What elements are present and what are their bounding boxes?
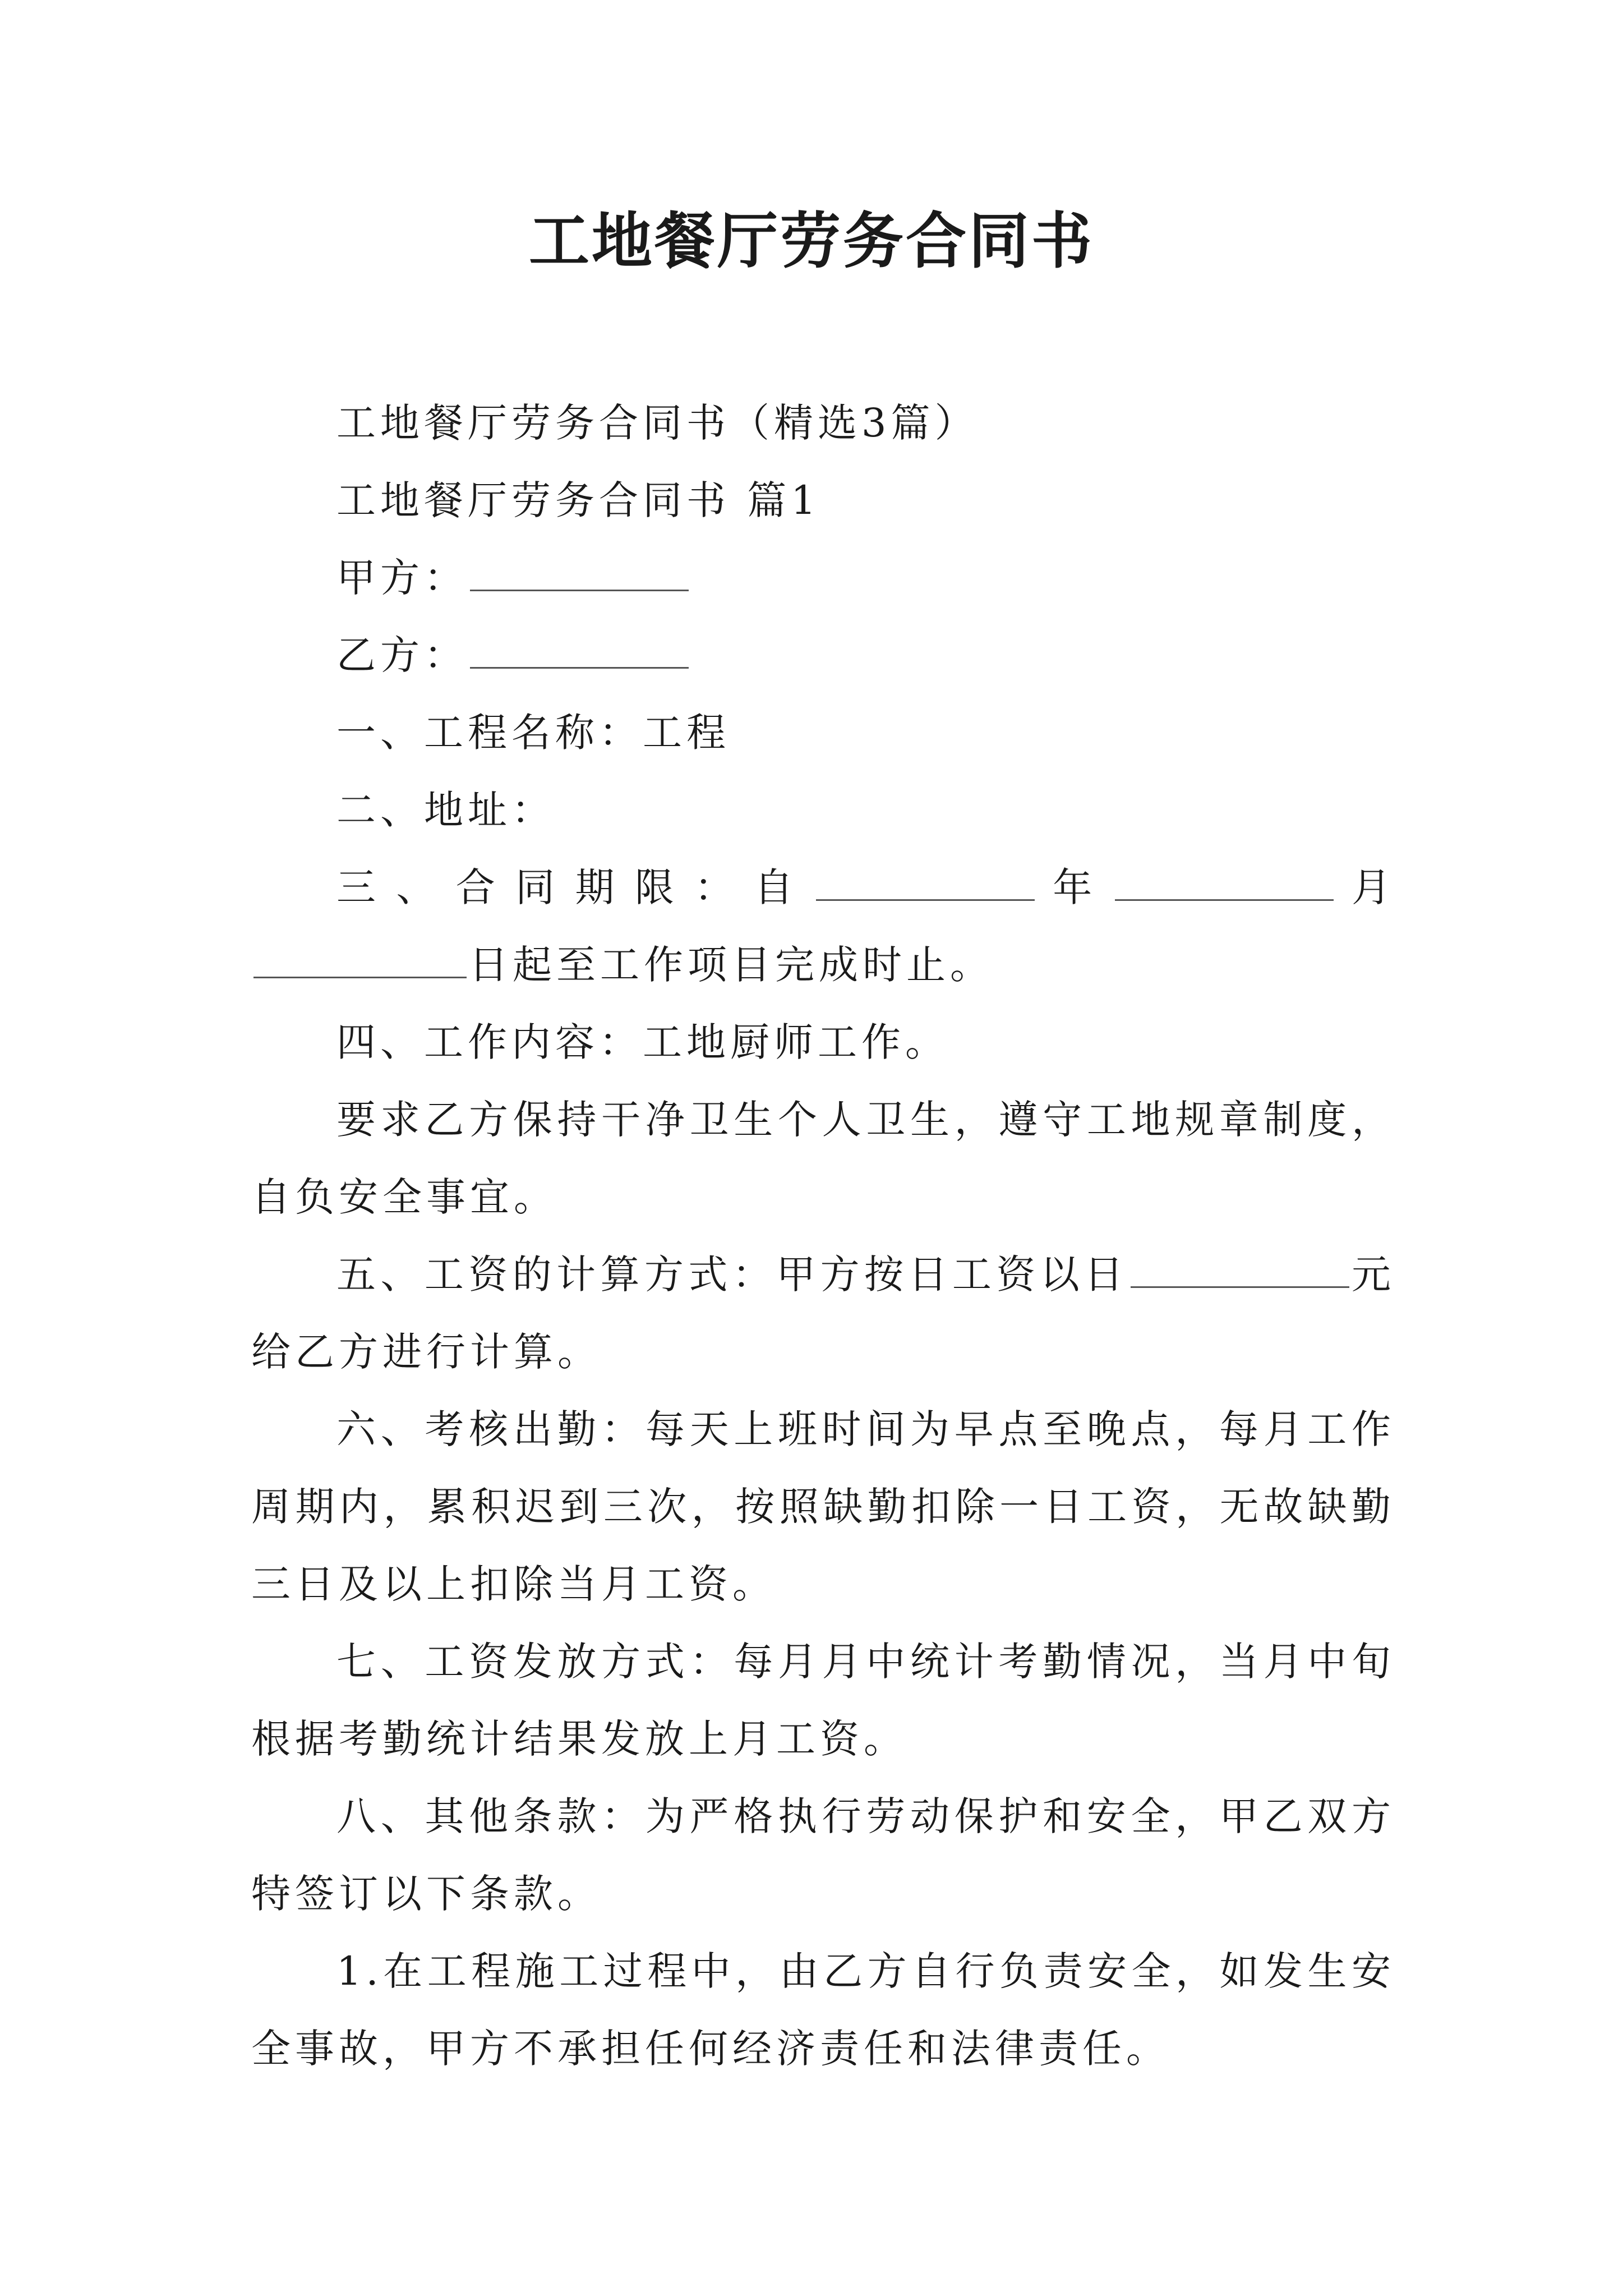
paragraph-wage-calc	[251, 1236, 1395, 1391]
party-a-blank	[470, 557, 689, 591]
wage-suffix: 元给乙方进行计算。	[251, 1251, 1395, 1375]
paragraph-address: 二、地址：	[336, 787, 555, 833]
term-year-blank	[816, 867, 1035, 901]
party-b-label: 乙方：	[336, 632, 468, 678]
paragraph-work-content: 四、工作内容：工地厨师工作。	[336, 1019, 949, 1065]
party-a-label: 甲方：	[336, 555, 468, 601]
paragraph-contract-term	[251, 849, 1395, 1004]
paragraph-clause-1: 1.在工程施工过程中，由乙方自行负责安全，如发生安全事故，甲方不承担任何经济责任和法律责任。	[251, 1948, 1395, 2072]
term-year-label: 年	[1036, 864, 1113, 910]
term-month-label: 月	[1335, 864, 1396, 910]
wage-prefix: 五、工资的计算方式：甲方按日工资以日	[336, 1251, 1128, 1297]
wage-amount-blank	[1131, 1254, 1349, 1288]
paragraph-section-heading: 工地餐厅劳务合同书 篇1	[336, 477, 820, 523]
document-body	[251, 384, 1395, 2087]
party-b-blank	[470, 634, 689, 669]
paragraph-hygiene: 要求乙方保持干净卫生个人卫生，遵守工地规章制度，自负安全事宜。	[251, 1097, 1395, 1220]
term-suffix: 日起至工作项目完成时止。	[469, 942, 994, 988]
paragraph-subtitle: 工地餐厅劳务合同书（精选3篇）	[336, 400, 979, 446]
term-day-blank	[253, 944, 467, 978]
term-prefix: 三、合同期限：自	[336, 864, 814, 910]
paragraph-project-name: 一、工程名称：工程	[336, 710, 730, 756]
paragraph-other-terms: 八、其他条款：为严格执行劳动保护和安全，甲乙双方特签订以下条款。	[251, 1793, 1395, 1917]
paragraph-party-b	[251, 616, 1395, 694]
term-month-blank	[1115, 867, 1334, 901]
document-title: 工地餐厅劳务合同书	[528, 206, 1094, 277]
paragraph-party-a	[251, 539, 1395, 616]
paragraph-attendance: 六、考核出勤：每天上班时间为早点至晚点，每月工作周期内，累积迟到三次，按照缺勤扣除一日工资，无故缺勤三日及以上扣除当月工资。	[251, 1406, 1395, 1607]
paragraph-wage-payment: 七、工资发放方式：每月月中统计考勤情况，当月中旬根据考勤统计结果发放上月工资。	[251, 1639, 1395, 1762]
